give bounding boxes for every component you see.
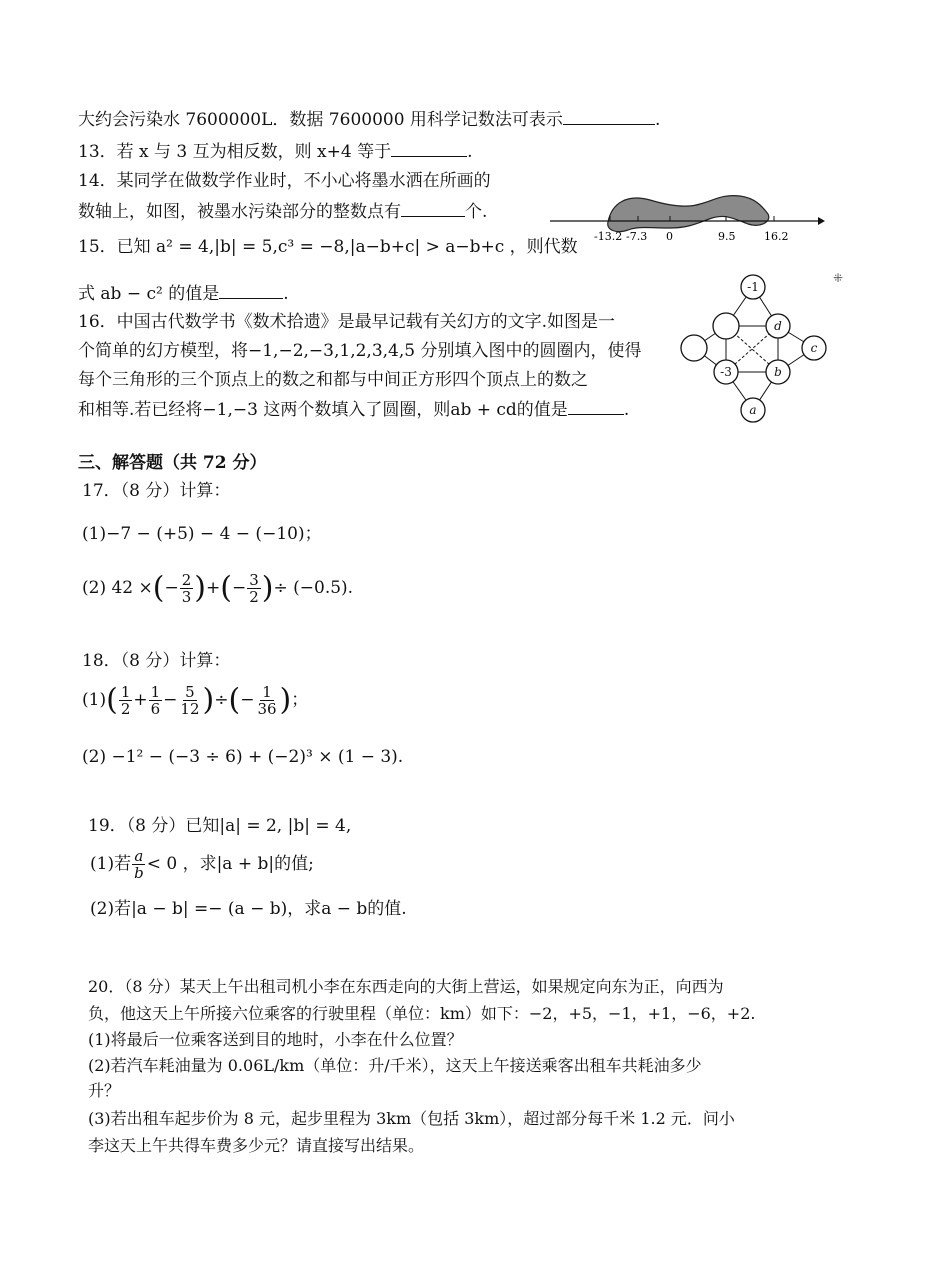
ink-number-line-figure	[550, 188, 825, 248]
label-c: c	[810, 341, 818, 355]
q17-head: 17．（8 分）计算：	[82, 481, 231, 501]
q15-line2: 式 ab − c² 的值是 .	[78, 284, 289, 304]
fraction: $\frac{1}{36}$	[257, 683, 277, 718]
label-b: b	[774, 365, 782, 379]
label-d: d	[774, 319, 782, 333]
tick-label: 16.2	[764, 230, 789, 243]
answer-blank[interactable]	[568, 398, 624, 415]
q20-line3: (1)将最后一位乘客送到目的地时，小李在什么位置？	[88, 1030, 463, 1049]
q18-part2: (2) −1² − (−3 ÷ 6) + (−2)³ × (1 − 3).	[82, 747, 404, 767]
q15-line1: 15．已知 a² = 4,|b| = 5,c³ = −8,|a−b+c| > a−b+c ，则代数	[78, 237, 578, 257]
answer-blank[interactable]	[401, 200, 465, 217]
q13: 13．若 x 与 3 互为相反数，则 x+4 等于 .	[78, 142, 473, 162]
fraction: $\frac{1}{2}$	[120, 683, 131, 718]
q20-line7: 李这天上午共得车费多少元？请直接写出结果。	[88, 1136, 425, 1155]
circle-top-left	[713, 313, 739, 339]
scan-speck: ⁜	[833, 271, 844, 285]
q18-part1: (1)( $\frac{1}{2}$ + $\frac{1}{6}$ − $\frac{5}{12}$ )÷(− $\frac{1}{36}$ )；	[82, 682, 309, 718]
answer-blank[interactable]	[219, 282, 283, 299]
label-minus-3: -3	[720, 365, 732, 379]
q14-line2: 数轴上，如图，被墨水污染部分的整数点有 个.	[78, 202, 488, 222]
q12-line: 大约会污染水 7600000L．数据 7600000 用科学记数法可表示 .	[78, 110, 661, 130]
axis-arrow	[818, 217, 825, 225]
q19-part1: (1)若 $\frac{a}{b}$ < 0 ，求|a + b|的值;	[90, 847, 314, 882]
q16-line1: 16．中国古代数学书《数术拾遗》是最早记载有关幻方的文字.如图是一	[78, 312, 616, 332]
q16-line4: 和相等.若已经将−1,−3 这两个数填入了圆圈，则ab + cd的值是 .	[78, 400, 630, 420]
q20-line5: 升？	[88, 1081, 121, 1100]
ink-blot	[608, 196, 769, 232]
fraction: $\frac{5}{12}$	[180, 683, 200, 718]
fraction: $\frac{1}{6}$	[150, 683, 161, 718]
fraction: $\frac{a}{b}$	[134, 847, 144, 882]
q17-part1: (1)−7 − (+5) − 4 − (−10)；	[82, 524, 322, 544]
label-top: -1	[747, 280, 759, 294]
q20-line4: (2)若汽车耗油量为 0.06L/km（单位：升/千米），这天上午接送乘客出租车共耗油多少	[88, 1056, 702, 1075]
tick-label: -13.2	[594, 230, 623, 243]
q18-head: 18．（8 分）计算：	[82, 651, 231, 671]
tick-label: -7.3	[626, 230, 648, 243]
q16-line2: 个简单的幻方模型，将−1,−2,−3,1,2,3,4,5 分别填入图中的圆圈内，使得	[78, 341, 642, 361]
tick-label: 9.5	[718, 230, 736, 243]
tick-label: 0	[666, 230, 673, 243]
fraction: $\frac{2}{3}$	[181, 571, 192, 606]
circle-left	[681, 335, 707, 361]
q17-part2: (2) 42 ×(− $\frac{2}{3}$ )+(− $\frac{3}{2}$ )÷ (−0.5).	[82, 570, 354, 606]
q16-line3: 每个三角形的三个顶点上的数之和都与中间正方形四个顶点上的数之	[78, 370, 588, 390]
q19-head: 19．（8 分）已知|a| = 2, |b| = 4,	[88, 816, 352, 836]
q14-line1: 14．某同学在做数学作业时，不小心将墨水洒在所画的	[78, 171, 491, 191]
q19-part2: (2)若|a − b| =− (a − b)，求a − b的值.	[90, 899, 407, 919]
label-a: a	[749, 403, 757, 417]
answer-blank[interactable]	[563, 108, 655, 125]
q20-line6: (3)若出租车起步价为 8 元，起步里程为 3km（包括 3km），超过部分每千米 1.2 元．问小	[88, 1109, 735, 1128]
answer-blank[interactable]	[391, 140, 467, 157]
section-title: 三、解答题（共 72 分）	[78, 453, 267, 473]
fraction: $\frac{3}{2}$	[249, 571, 259, 606]
q20-line2: 负，他这天上午所接六位乘客的行驶里程（单位：km）如下：−2，+5，−1，+1，−6，+2.	[88, 1004, 756, 1023]
magic-square-figure	[676, 270, 832, 430]
q20-line1: 20．（8 分）某天上午出租司机小李在东西走向的大街上营运，如果规定向东为正，向西为	[88, 977, 724, 996]
